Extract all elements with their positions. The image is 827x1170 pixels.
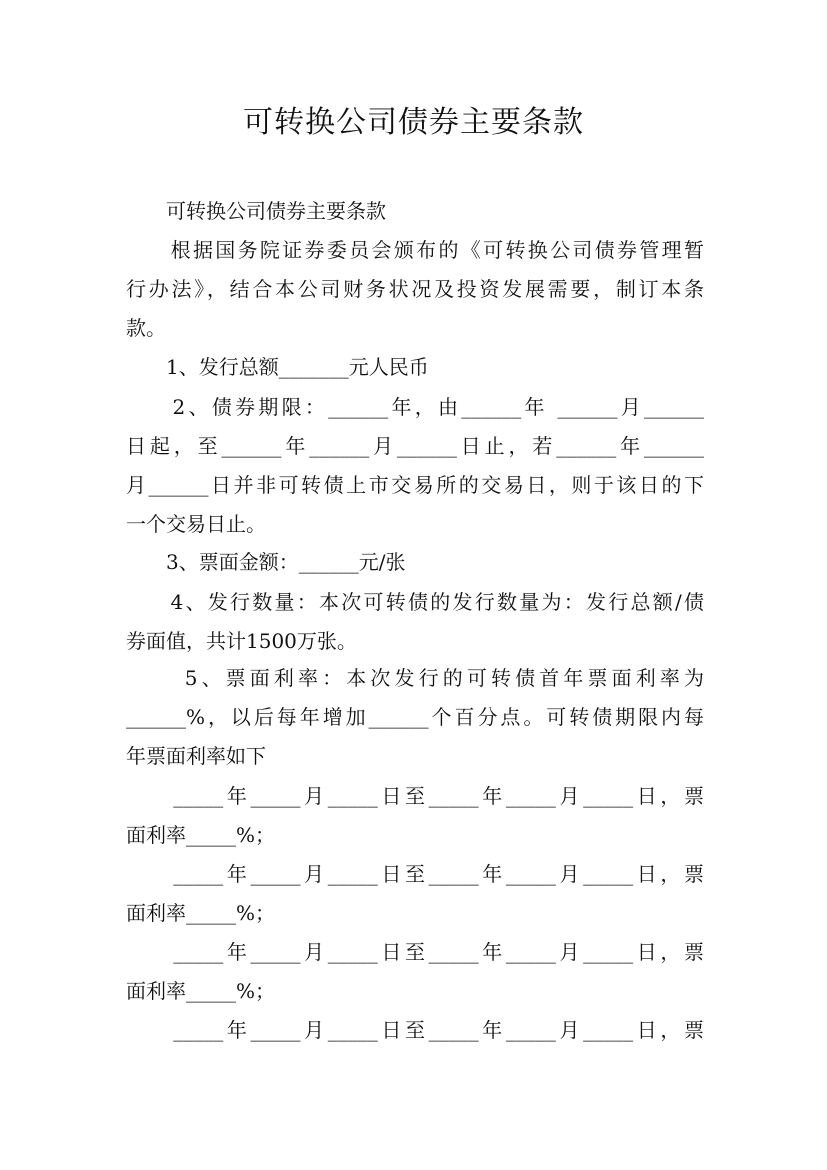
text-line-7: 日起，至______年______月______日止，若______年______ [126,434,704,458]
text-line-12: 券面值，共计1500万张。 [126,629,357,653]
text-line-17: 面利率_____%； [126,823,276,847]
text-line-5: 1、发行总额_______元人民币 [126,355,429,379]
text-line-10: 3、票面金额：______元/张 [126,550,406,574]
text-line-22: _____年_____月_____日至_____年_____月_____日，票 [126,1018,704,1042]
text-line-1: 可转换公司债券主要条款 [126,199,386,223]
text-line-20: _____年_____月_____日至_____年_____月_____日，票 [126,940,704,964]
text-line-16: _____年_____月_____日至_____年_____月_____日，票 [126,784,704,808]
text-line-8: 月______日并非可转债上市交易所的交易日，则于该日的下 [126,473,704,497]
text-line-18: _____年_____月_____日至_____年_____月_____日，票 [126,862,704,886]
text-line-13: 5、票面利率：本次发行的可转债首年票面利率为 [126,666,704,690]
text-line-6: 2、债券期限：______年，由______年 ______月______ [126,395,704,419]
text-line-4: 款。 [126,316,166,340]
document-title: 可转换公司债券主要条款 [243,105,584,140]
text-line-2: 根据国务院证券委员会颁布的《可转换公司债券管理暂 [126,238,704,262]
text-line-9: 一个交易日止。 [126,512,266,536]
text-line-3: 行办法》，结合本公司财务状况及投资发展需要，制订本条 [126,277,704,301]
text-line-11: 4、发行数量：本次可转债的发行数量为：发行总额/债 [126,590,704,614]
text-line-14: ______%，以后每年增加______个百分点。可转债期限内每 [126,705,704,729]
text-line-15: 年票面利率如下 [126,744,266,768]
text-line-19: 面利率_____%； [126,901,276,925]
text-line-21: 面利率_____%； [126,979,276,1003]
